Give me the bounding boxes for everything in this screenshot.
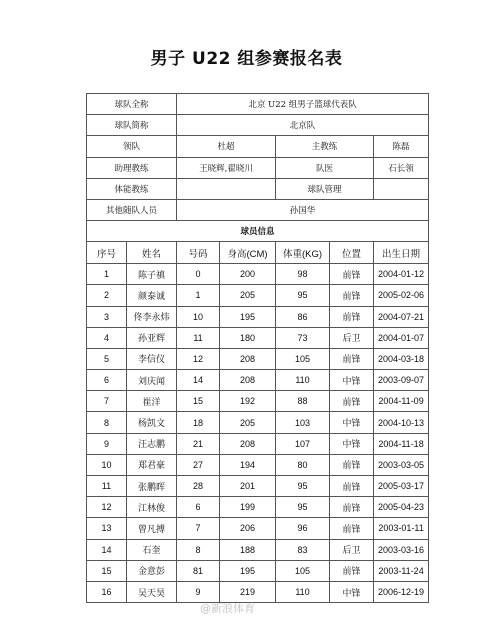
player-name: 金意彭 xyxy=(127,560,177,581)
col-header-position: 位置 xyxy=(330,242,374,264)
table-row xyxy=(87,264,429,285)
player-index: 1 xyxy=(87,264,127,285)
col-header-index: 序号 xyxy=(87,242,127,264)
player-number: 7 xyxy=(177,518,220,539)
player-height: 208 xyxy=(220,433,276,454)
player-index: 14 xyxy=(87,539,127,560)
player-position: 后卫 xyxy=(330,327,374,348)
player-weight: 88 xyxy=(276,391,330,412)
player-height: 206 xyxy=(220,518,276,539)
player-birthdate: 2004-11-09 xyxy=(374,391,429,412)
player-index: 7 xyxy=(87,391,127,412)
player-name: 刘庆闻 xyxy=(127,370,177,391)
player-number: 27 xyxy=(177,454,220,475)
player-position: 前锋 xyxy=(330,476,374,497)
player-position: 中锋 xyxy=(330,433,374,454)
player-number: 0 xyxy=(177,264,220,285)
registration-table xyxy=(86,93,429,603)
table-row xyxy=(87,581,429,602)
section-title: 球员信息 xyxy=(87,221,429,242)
watermark: @新浪体育 xyxy=(200,602,255,615)
player-weight: 98 xyxy=(276,264,330,285)
player-position: 前锋 xyxy=(330,497,374,518)
table-row xyxy=(87,285,429,306)
row-assistant xyxy=(87,157,429,178)
table-row xyxy=(87,433,429,454)
full-name-value: 北京 U22 组男子篮球代表队 xyxy=(177,94,429,115)
player-number: 21 xyxy=(177,433,220,454)
player-number: 12 xyxy=(177,348,220,369)
player-height: 219 xyxy=(220,581,276,602)
player-birthdate: 2004-11-18 xyxy=(374,433,429,454)
player-number: 8 xyxy=(177,539,220,560)
row-leader xyxy=(87,136,429,157)
player-name: 郑君豪 xyxy=(127,454,177,475)
table-row xyxy=(87,306,429,327)
player-name: 石奎 xyxy=(127,539,177,560)
section-row xyxy=(87,221,429,242)
player-name: 颜泰诚 xyxy=(127,285,177,306)
row-full-name xyxy=(87,94,429,115)
player-height: 199 xyxy=(220,497,276,518)
others-label: 其他随队人员 xyxy=(87,199,177,220)
player-name: 李信仪 xyxy=(127,348,177,369)
others-value: 孙国华 xyxy=(177,199,429,220)
player-index: 15 xyxy=(87,560,127,581)
player-weight: 110 xyxy=(276,581,330,602)
player-weight: 110 xyxy=(276,370,330,391)
player-weight: 95 xyxy=(276,285,330,306)
player-number: 9 xyxy=(177,581,220,602)
short-name-label: 球队简称 xyxy=(87,115,177,136)
player-height: 208 xyxy=(220,348,276,369)
player-height: 208 xyxy=(220,370,276,391)
player-position: 前锋 xyxy=(330,560,374,581)
player-number: 15 xyxy=(177,391,220,412)
player-name: 崔洋 xyxy=(127,391,177,412)
player-index: 5 xyxy=(87,348,127,369)
player-weight: 105 xyxy=(276,348,330,369)
player-birthdate: 2004-01-12 xyxy=(374,264,429,285)
table-row xyxy=(87,454,429,475)
col-header-number: 号码 xyxy=(177,242,220,264)
col-header-name: 姓名 xyxy=(127,242,177,264)
player-name: 汪志鹏 xyxy=(127,433,177,454)
player-position: 前锋 xyxy=(330,306,374,327)
player-position: 前锋 xyxy=(330,391,374,412)
player-index: 2 xyxy=(87,285,127,306)
player-header-row xyxy=(87,242,429,264)
document-title: 男子 U22 组参赛报名表 xyxy=(150,49,343,69)
col-header-height: 身高(CM) xyxy=(220,242,276,264)
player-number: 6 xyxy=(177,497,220,518)
player-number: 11 xyxy=(177,327,220,348)
player-weight: 105 xyxy=(276,560,330,581)
player-number: 1 xyxy=(177,285,220,306)
player-birthdate: 2004-07-21 xyxy=(374,306,429,327)
player-birthdate: 2006-12-19 xyxy=(374,581,429,602)
doctor-value: 石长领 xyxy=(374,157,429,178)
player-weight: 95 xyxy=(276,497,330,518)
leader-value: 杜超 xyxy=(177,136,276,157)
player-index: 12 xyxy=(87,497,127,518)
table-row xyxy=(87,476,429,497)
player-name: 孙亚辉 xyxy=(127,327,177,348)
player-name: 张鹏晖 xyxy=(127,476,177,497)
player-birthdate: 2003-11-24 xyxy=(374,560,429,581)
table-row xyxy=(87,391,429,412)
table-row xyxy=(87,412,429,433)
player-name: 陈子禛 xyxy=(127,264,177,285)
player-number: 81 xyxy=(177,560,220,581)
col-header-weight: 体重(KG) xyxy=(276,242,330,264)
player-index: 6 xyxy=(87,370,127,391)
player-weight: 80 xyxy=(276,454,330,475)
short-name-value: 北京队 xyxy=(177,115,429,136)
player-birthdate: 2005-04-23 xyxy=(374,497,429,518)
player-birthdate: 2003-09-07 xyxy=(374,370,429,391)
player-weight: 83 xyxy=(276,539,330,560)
player-number: 10 xyxy=(177,306,220,327)
table-row xyxy=(87,560,429,581)
manager-value xyxy=(374,178,429,199)
player-position: 前锋 xyxy=(330,264,374,285)
player-name: 佟李永炜 xyxy=(127,306,177,327)
player-index: 10 xyxy=(87,454,127,475)
player-index: 16 xyxy=(87,581,127,602)
player-weight: 103 xyxy=(276,412,330,433)
player-height: 200 xyxy=(220,264,276,285)
player-index: 3 xyxy=(87,306,127,327)
player-birthdate: 2005-03-17 xyxy=(374,476,429,497)
row-others xyxy=(87,199,429,220)
player-weight: 96 xyxy=(276,518,330,539)
assistant-label: 助理教练 xyxy=(87,157,177,178)
player-position: 中锋 xyxy=(330,412,374,433)
row-fitness xyxy=(87,178,429,199)
table-row xyxy=(87,497,429,518)
doctor-label: 队医 xyxy=(276,157,374,178)
player-height: 188 xyxy=(220,539,276,560)
player-weight: 95 xyxy=(276,476,330,497)
player-index: 11 xyxy=(87,476,127,497)
player-name: 吴天昊 xyxy=(127,581,177,602)
player-birthdate: 2004-01-07 xyxy=(374,327,429,348)
player-birthdate: 2003-03-16 xyxy=(374,539,429,560)
leader-label: 领队 xyxy=(87,136,177,157)
player-index: 8 xyxy=(87,412,127,433)
head-coach-label: 主教练 xyxy=(276,136,374,157)
player-position: 后卫 xyxy=(330,539,374,560)
player-weight: 73 xyxy=(276,327,330,348)
table-row xyxy=(87,370,429,391)
player-height: 205 xyxy=(220,412,276,433)
player-birthdate: 2003-01-11 xyxy=(374,518,429,539)
player-name: 曾凡搏 xyxy=(127,518,177,539)
player-birthdate: 2004-10-13 xyxy=(374,412,429,433)
player-height: 194 xyxy=(220,454,276,475)
player-birthdate: 2003-03-05 xyxy=(374,454,429,475)
player-position: 中锋 xyxy=(330,581,374,602)
manager-label: 球队管理 xyxy=(276,178,374,199)
table-row xyxy=(87,539,429,560)
player-position: 前锋 xyxy=(330,348,374,369)
player-index: 4 xyxy=(87,327,127,348)
player-position: 前锋 xyxy=(330,454,374,475)
col-header-birthdate: 出生日期 xyxy=(374,242,429,264)
player-height: 201 xyxy=(220,476,276,497)
player-rows xyxy=(87,264,429,603)
player-position: 前锋 xyxy=(330,518,374,539)
player-height: 195 xyxy=(220,306,276,327)
player-height: 192 xyxy=(220,391,276,412)
player-birthdate: 2005-02-06 xyxy=(374,285,429,306)
head-coach-value: 陈磊 xyxy=(374,136,429,157)
player-weight: 107 xyxy=(276,433,330,454)
table-row xyxy=(87,348,429,369)
player-height: 180 xyxy=(220,327,276,348)
player-weight: 86 xyxy=(276,306,330,327)
player-height: 195 xyxy=(220,560,276,581)
player-index: 9 xyxy=(87,433,127,454)
assistant-value: 王晓辉,翟晓川 xyxy=(177,157,276,178)
full-name-label: 球队全称 xyxy=(87,94,177,115)
player-height: 205 xyxy=(220,285,276,306)
player-index: 13 xyxy=(87,518,127,539)
player-position: 中锋 xyxy=(330,370,374,391)
player-number: 14 xyxy=(177,370,220,391)
fitness-value xyxy=(177,178,276,199)
player-name: 江林俊 xyxy=(127,497,177,518)
table-row xyxy=(87,518,429,539)
row-short-name xyxy=(87,115,429,136)
player-position: 前锋 xyxy=(330,285,374,306)
player-birthdate: 2004-03-18 xyxy=(374,348,429,369)
player-number: 28 xyxy=(177,476,220,497)
table-row xyxy=(87,327,429,348)
player-number: 18 xyxy=(177,412,220,433)
fitness-label: 体能教练 xyxy=(87,178,177,199)
player-name: 杨凯文 xyxy=(127,412,177,433)
